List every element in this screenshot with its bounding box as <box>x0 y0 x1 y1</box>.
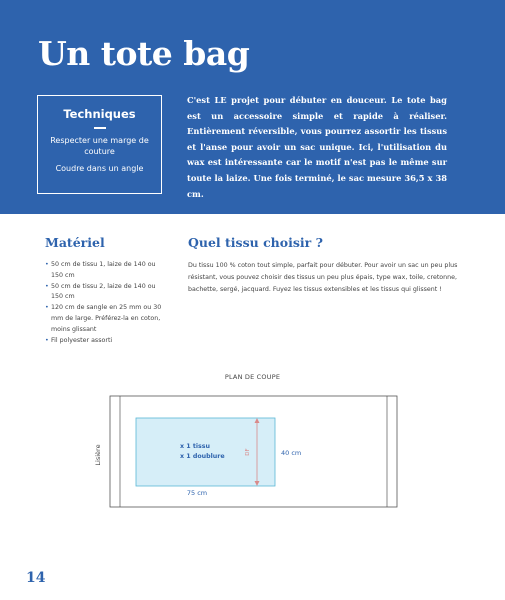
list-item: • 120 cm de sangle en 25 mm ou 30 mm de large. Préférez-la en coton, moins glissant <box>45 303 163 335</box>
selvedge-label: Lisière <box>94 444 102 466</box>
pattern-piece <box>136 418 275 486</box>
piece-label-lining: x 1 doublure <box>180 453 225 460</box>
technique-item: Coudre dans un angle <box>55 163 144 173</box>
technique-item: Respecter une marge de couture <box>50 135 149 156</box>
materiel-heading: Matériel <box>45 235 105 250</box>
intro-paragraph: C'est LE projet pour débuter en douceur. Le tote bag est un accessoire simple et rapide à réaliser. Entièrement réversible, vous pourrez assortir les tissus et l'anse pour avoir un sac unique. Ici, l'utilisation du wax est intéressante car le motif n'est pas le même sur toute la laize. Une fois terminé, le sac mesure 36,5 x 38 cm. <box>187 95 447 199</box>
list-item: • 50 cm de tissu 2, laize de 140 ou 150 cm <box>45 282 163 304</box>
height-dimension: 40 cm <box>281 449 302 457</box>
piece-label-fabric: x 1 tissu <box>180 443 210 450</box>
tissu-paragraph: Du tissu 100 % coton tout simple, parfait pour débuter. Pour avoir un sac un peu plus résistant, vous pouvez choisir des tissus un peu plus épais, type wax, toile, cretonne, bachette, sergé, jacquard. Fuyez les tissus extensibles et les tissus qui glissent ! <box>188 262 458 293</box>
techniques-heading: Techniques <box>63 107 136 121</box>
list-item: • Fil polyester assorti <box>45 336 163 347</box>
page-number: 14 <box>26 570 46 586</box>
list-item: • 50 cm de tissu 1, laize de 140 ou 150 cm <box>45 260 163 282</box>
page-title: Un tote bag <box>38 34 250 73</box>
tissu-heading: Quel tissu choisir ? <box>188 235 323 250</box>
cutting-plan-title: PLAN DE COUPE <box>224 373 281 381</box>
grain-label: DF <box>245 448 251 456</box>
width-dimension: 75 cm <box>186 489 208 497</box>
